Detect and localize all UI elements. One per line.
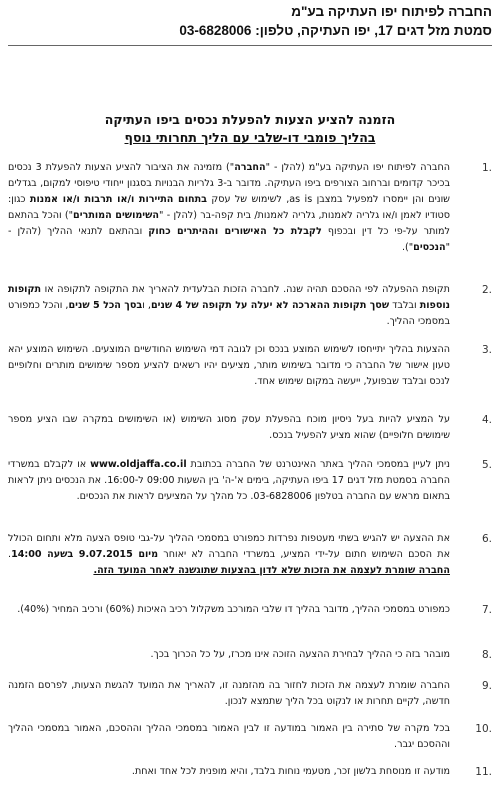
item-number: 6. bbox=[481, 533, 492, 545]
item-number: 11. bbox=[475, 766, 492, 778]
page-subtitle: בהליך פומבי דו-שלבי עם הליך תחרותי נוסף bbox=[124, 130, 376, 145]
text-run: ובהתאם לתנאי ההליך (להלן - " bbox=[8, 225, 450, 253]
text-run: ") והכל בהתאם למותר על-פי כל דין ובכפוף bbox=[8, 209, 450, 237]
item-number: 8. bbox=[481, 649, 492, 661]
text-run: בתחום התיירות ו/או תרבות ו/או אמנות bbox=[29, 193, 208, 205]
text-run: בסך הכל 5 שנים bbox=[68, 299, 143, 311]
text-run: , ו bbox=[142, 299, 151, 311]
text-run: . bbox=[8, 548, 12, 560]
deadline-text: מיום 9.07.2015 בשעה 14:00 bbox=[11, 548, 159, 560]
text-run: את ההצעה יש להגיש בשתי מעטפות נפרדות כמפורט במסמכי ההליך על-גבי טופס הצעה מלא ותחום הכולל את הסכם השימוש חתום על-ידי המציע, במשרדי החברה לא יאוחר bbox=[8, 533, 450, 560]
company-name: החברה לפיתוח יפו העתיקה בע"מ bbox=[291, 4, 492, 19]
text-run: ניתן לעיין במסמכי ההליך באתר האינטרנט של החברה בכתובת bbox=[186, 459, 450, 470]
item-text: מובהר בזה כי ההליך לבחירת ההצעה הזוכה אינו מכרז, על כל הכרוך בכך. bbox=[150, 649, 450, 660]
text-run: לקבלת כל האישורים וההיתרים כחוק bbox=[148, 225, 322, 237]
text-run: כגון: סטודיו לאמן ו/או גלריה לאמנות, גלריה לאמנות/ בית קפה-בר (להלן - " bbox=[8, 193, 451, 221]
item-number: 3. bbox=[481, 344, 492, 356]
text-run: הנכסים bbox=[413, 241, 446, 253]
text-run: תקופת ההפעלה לפי ההסכם תהיה שנה. לחברה הזכות הבלעדית להאריך את התקופה לתקופה או bbox=[41, 284, 450, 295]
text-run: או לקבלם במשרדי החברה בסמטת מזל דגים 17 ביפו העתיקה, בימים א'-ה' בין השעות 09:00 ל-16:00. את הנכסים ניתן לראות בתאום מראש עם החברה בטלפון 03-6828006. כל מהלך על המציעים לראות את הנכסים. bbox=[8, 459, 450, 502]
item-text: על המציע להיות בעל ניסיון מוכח בהפעלת עסק מסוג השימוש (או השימושים במקרה שבו הציע מספר שימושים חלופיים) שהוא מציע להפעיל בנכס. bbox=[8, 414, 450, 441]
text-run: תקופות נוספות bbox=[8, 284, 451, 311]
text-run: השימושים המותרים bbox=[73, 209, 159, 221]
text-run: ובלבד bbox=[389, 299, 420, 311]
item-text: כמפורט במסמכי ההליך, מדובר בהליך דו שלבי המורכב משקלול רכיב האיכות (60%) ורכיב המחיר (40%). bbox=[17, 604, 450, 615]
text-run: החברה bbox=[234, 162, 266, 173]
text-run: "). bbox=[401, 241, 414, 253]
item-text: החברה שומרת לעצמה את הזכות לחזור בה מהזמנה זו, להאריך את המועד להגשת הצעות, לפרסם הזמנה חדשה, לקיים תחרות או לנקוט בכל הליך שתמצא לנכון. bbox=[8, 680, 450, 707]
item-number: 1. bbox=[481, 162, 492, 174]
text-run: , והכל כמפורט במסמכי ההליך. bbox=[8, 299, 450, 327]
item-text bbox=[8, 457, 450, 505]
item-number: 9. bbox=[481, 680, 492, 692]
item-number: 5. bbox=[481, 459, 492, 471]
page-title: הזמנה להציע הצעות להפעלת נכסים ביפו העתיקה bbox=[104, 112, 396, 127]
item-number: 2. bbox=[481, 284, 492, 296]
website-link[interactable]: www.oldjaffa.co.il bbox=[90, 459, 187, 470]
item-number: 7. bbox=[481, 604, 492, 616]
item-number: 10. bbox=[475, 723, 492, 735]
item-number: 4. bbox=[481, 414, 492, 426]
text-run: שסך תקופות ההארכה לא יעלה על תקופה של 4 שנים bbox=[150, 299, 390, 311]
item-text bbox=[8, 282, 450, 330]
item-text: מודעה זו מנוסחת בלשון זכר, מטעמי נוחות בלבד, והיא מופנית לכל אחד ואחת. bbox=[131, 766, 450, 777]
text-run: החברה שומרת לעצמה את הזכות שלא לדון בהצעות שתוגשנה לאחר המועד הזה. bbox=[93, 564, 450, 576]
item-text: בכל מקרה של סתירה בין האמור במודעה זו לבין האמור במסמכי ההליך וההסכם, האמור במסמכי ההליך וההסכם יגבר. bbox=[8, 723, 450, 750]
item-text: ההצעות בהליך יתייחסו לשימוש המוצע בנכס וכן לגובה דמי השימוש החודשיים המוצעים. השימוש המוצע יהא טעון אישור של החברה כי מדובר בשימוש מותר, מציעים יהיו רשאים להציע מספר שימושים מותרים וחלופיים לנכס ובלבד שבפועל, ייעשה במקום שימוש אחד. bbox=[8, 344, 450, 387]
header-divider bbox=[8, 45, 492, 46]
company-address: סמטת מזל דגים 17, יפו העתיקה, טלפון: 03-6828006 bbox=[179, 23, 492, 38]
item-text bbox=[8, 531, 450, 579]
text-run: החברה לפיתוח יפו העתיקה בע"מ (להלן - " bbox=[265, 162, 451, 173]
text-run: ") מזמינה את הציבור להציע הצעות להפעלת 3 נכסים בכיכר קדומים וברחוב הצורפים ביפו העתיקה. מדובר ב-3 גלריות הבנויות בסגנון ייחודי טיפוסי למקום, בגדלים שונים והן יימסרו למפעיל במצבן as is, לשימוש של עסק bbox=[8, 162, 450, 205]
item-text bbox=[8, 160, 450, 255]
